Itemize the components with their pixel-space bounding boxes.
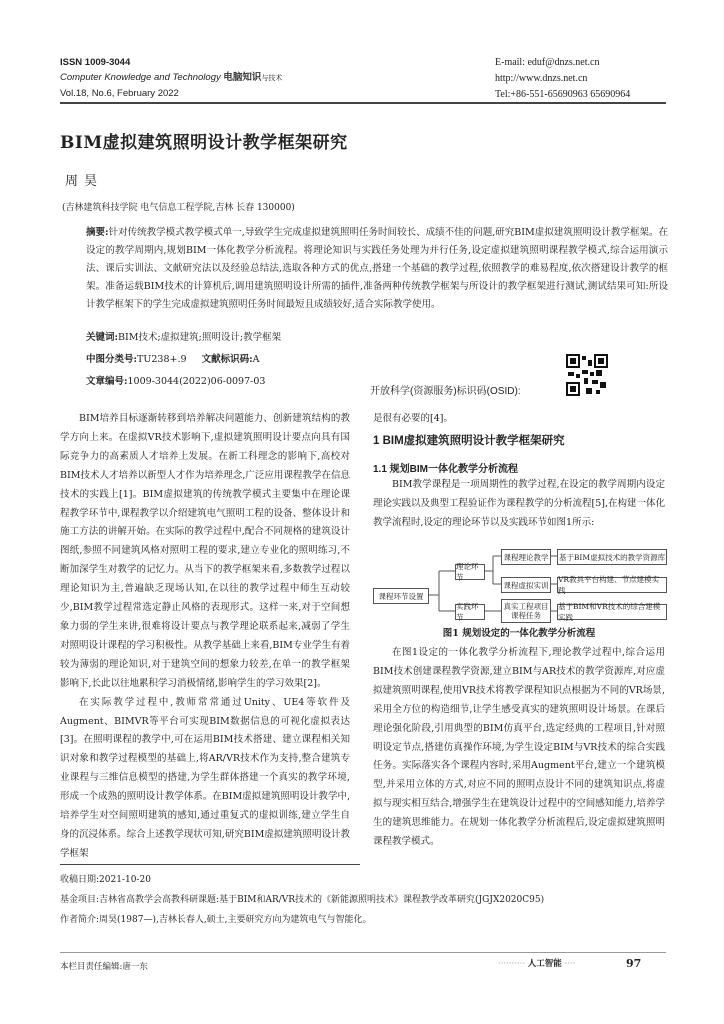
body-right-continuation: 是很有必要的[4]。 (373, 413, 453, 424)
body-paragraph: BIM教学课程是一项周期性的教学过程,在设定的教学周期内设定理论实践以及典型工程验证作为课程教学的分析流程[5],在构建一体化教学流程时,设定的理论环节以及实践环节如图1所示: (373, 479, 665, 528)
body-left-column (60, 410, 350, 864)
clc-value: TU238+.9 (137, 354, 187, 365)
journal-header-right (495, 55, 630, 103)
author-bio: 作者简介:周昊(1987—),吉林长春人,硕士,主要研究方向为建筑电气与智能化。 (60, 915, 372, 925)
article-number-value: 1009-3044(2022)06-0097-03 (127, 376, 266, 387)
figure-node-real-project: 真实工程项目课程任务 (501, 599, 551, 623)
received-date: 收稿日期:2021-10-20 (60, 875, 151, 885)
affiliation: (吉林建筑科技学院 电气信息工程学院,吉林 长春 130000) (62, 203, 295, 213)
qr-code-icon (566, 354, 608, 396)
figure-node-virtual-training: 课程虚拟实训 (501, 577, 551, 593)
figure-node-vr-platform: VR教具平台构建、节点建模实践 (557, 577, 667, 593)
contact-tel: Tel:+86-551-65690963 65690964 (495, 89, 631, 100)
journal-name-cn: 电脑知识 (223, 72, 262, 83)
journal-header-left (60, 55, 282, 101)
body-paragraph: 在图1设定的一体化教学分析流程下,理论教学过程中,综合运用BIM技术创建课程教学资源,建立BIM与AR技术的教学资源库,对应虚拟建筑照明课程,使用VR技术将教学课程知识点根据为不同的VR场景,采用全方位的构造细节,让学生感受真实的建筑照明设计场景。在课后理论强化阶段,引用典型的BIM仿真平台,选定经典的工程项目,针对照明设定节点,搭建仿真操作环境,为学生设定BIM与VR技术的综合实践任务。实际落实各个课程内容时,采用Augment平台,建立一个建筑模型,并采用立体的方式,对应不同的照明点设计不同的建筑知识点,将虚拟与现实相互结合,增强学生在建筑设计过程中的空间感知能力,培养学生的建筑思维能力。在规划一体化教学分析流程后,设定虚拟建筑照明课程教学模式。 (373, 647, 665, 848)
article-number-label: 文章编号: (86, 376, 128, 387)
footer-rule (60, 952, 666, 953)
abstract-text: 针对传统教学模式教学模式单一,导致学生完成虚拟建筑照明任务时间较长、成绩不佳的问题,研究BIM虚拟建筑照明设计教学框架。在设定的教学周期内,规划BIM一体化教学分析流程。将理论知识与实践任务处理为并行任务,设定虚拟建筑照明课程教学模式,综合运用演示法、课后实训法、文献研究法以及经验总结法,选取各种方式的优点,搭建一个基础的教学过程,依照教学的难易程度,依次搭建设计教学的框架。准备运载BIM技术的计算机后,调用建筑照明设计所需的插件,准备两种传统教学框架与所设计的教学框架进行测试,测试结果可知:所设计教学框架下的学生完成虚拟建筑照明任务时间最短且成绩较好,适合实际教学使用。 (86, 227, 668, 310)
volume-info: Vol.18, No.6, February 2022 (60, 88, 179, 99)
journal-name-suffix: 与技术 (261, 75, 283, 82)
author-name: 周昊 (65, 174, 104, 189)
keywords (86, 329, 281, 343)
keywords-label: 关键词: (86, 332, 119, 343)
doc-code-label: 文献标识码: (201, 354, 253, 365)
footer-section (498, 957, 575, 969)
footer-section-name: 人工智能 (527, 959, 562, 969)
header-rule (60, 102, 666, 104)
figure-node-resource-library: 基于BIM虚拟技术的教学资源库 (557, 549, 667, 565)
journal-name-en: Computer Knowledge and Technology (60, 72, 221, 83)
contact-email: E-mail: eduf@dnzs.net.cn (495, 57, 600, 68)
abstract-label: 摘要: (86, 227, 109, 238)
figure-caption: 图1 规划设定的一体化教学分析流程 (442, 628, 596, 639)
section-heading-1: 1 BIM虚拟建筑照明设计教学框架研究 (373, 435, 565, 447)
clc-label: 中图分类号: (86, 354, 138, 365)
abstract (86, 224, 668, 314)
footer-dots: ·········· (498, 959, 526, 969)
body-paragraph: 在实际教学过程中,教师常常通过Unity、UE4等软件及Augment、BIMVR等平台可实现BIM数据信息的可视化虚拟表达[3]。在照明课程的教学中,可在运用BIM技术搭建、建立课程相关知识对象和教学过程模型的基础上,将AR/VR技术作为支持,整合建筑专业课程与三维信息模型的搭建,为学生群体搭建一个真实的教学环境,形成一个成熟的照明设计教学体系。在BIM虚拟建筑照明设计教学中,培养学生对空间照明建筑的感知,通过重复式的虚拟训练,建立学生自身的沉浸体系。综合上述教学现状可知,研究BIM虚拟建筑照明设计教学框架 (60, 696, 350, 859)
footnote-rule (60, 864, 360, 865)
paper-title: BIM虚拟建筑照明设计教学框架研究 (60, 133, 348, 153)
figure-node-theory-teaching: 课程理论教学 (501, 549, 551, 565)
footnotes (60, 870, 544, 930)
keywords-text: BIM技术;虚拟建筑;照明设计;教学框架 (118, 332, 282, 343)
figure-node-theory: 理论环节 (455, 564, 485, 580)
body-paragraph: BIM培养目标逐渐转移到培养解决问题能力、创新建筑结构的教学方向上来。在虚拟VR技术影响下,虚拟建筑照明设计要点向具有国际竞争力的高素质人才培养上发展。在新工科理念的影响下,高校对BIM技术人才培养以新型人才作为培养理念,广泛应用课程教学在信息技术的实践上[1]。BIM虚拟建筑的传统教学模式主要集中在理论课程教学环节中,课程教学以介绍建筑电气照明工程的设备、整体设计和施工方法的讲解开始。在实际的教学过程中,配合不同规格的建筑设计图纸,参照不同建筑风格对照明工程的要求,建立专业化的照明练习,不断加深学生对教学的记忆力。从当下的教学框架来看,多数教学过程以理论知识为主,普遍缺乏现场认知,在以往的教学过程中师生互动较少,BIM教学过程常选定静止风格的表现形式。这样一来,对于空间想象力弱的学生来讲,很难将设计要点与教学理论联系起来,减弱了学生对照明设计课程的学习积极性。从教学基础上来看,BIM专业学生有着较为薄弱的理论知识,对于建筑空间的想象力较差,在单一的教学框架影响下,长此以往地累积学习消极情绪,影响学生的学习效果[2]。 (60, 413, 350, 689)
figure-node-root: 课程环节设置 (373, 588, 429, 604)
body-right-paragraph-1 (373, 476, 665, 533)
footer-editor: 本栏目责任编辑:唐一东 (60, 962, 148, 972)
fund-info: 基金项目:吉林省高教学会高教科研课题:基于BIM和AR/VR技术的《新能源照明技术》课程教学改革研究(JGJX2020C95) (60, 895, 545, 905)
body-right-paragraph-2 (373, 644, 665, 852)
footer-dots-suffix: ···· (564, 959, 576, 969)
clc-line (86, 351, 260, 365)
article-number-line (86, 373, 265, 387)
figure-node-practice: 实践环节 (455, 604, 485, 620)
section-heading-1-1: 1.1 规划BIM一体化教学分析流程 (373, 464, 519, 475)
figure-node-comprehensive-practice: 基于BIM和VR技术的综合建模实践 (557, 604, 667, 620)
contact-url: http://www.dnzs.net.cn (495, 73, 588, 84)
doc-code-value: A (252, 354, 260, 365)
page-number: 97 (626, 957, 642, 970)
osid-label: 开放科学(资源服务)标识码(OSID): (370, 386, 521, 397)
issn: ISSN 1009-3044 (60, 57, 131, 68)
